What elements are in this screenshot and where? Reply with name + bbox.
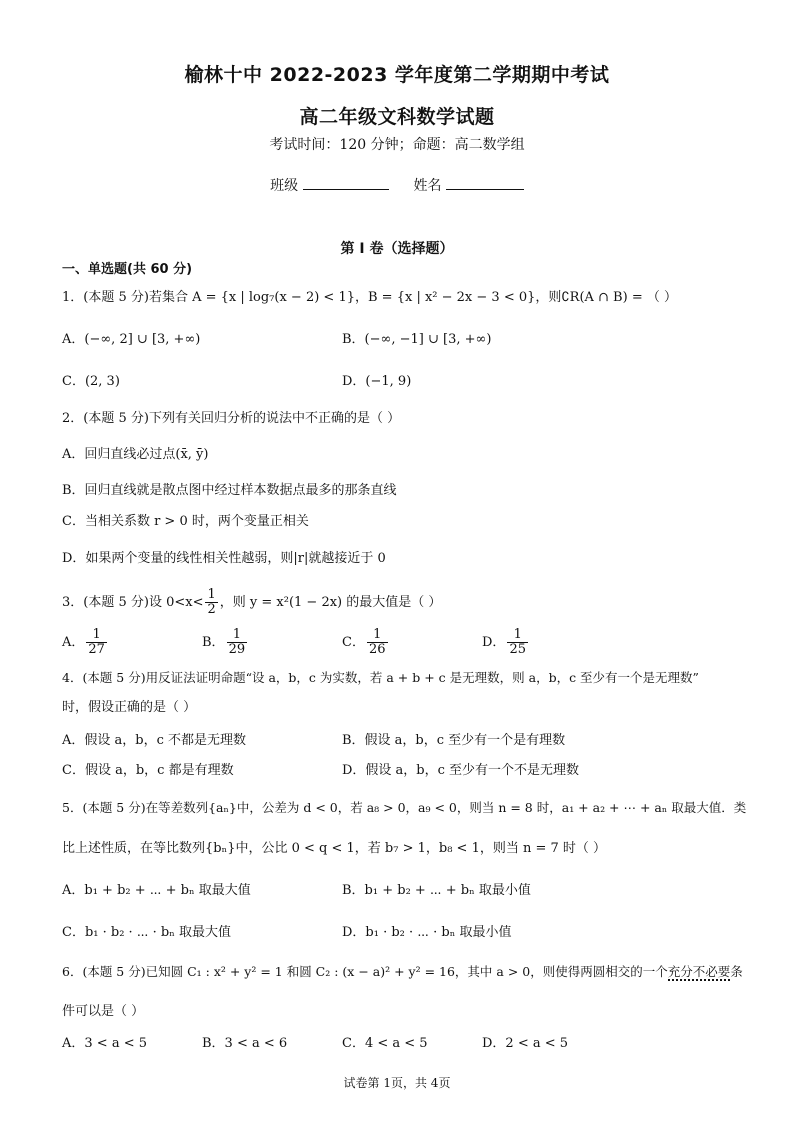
q6-option-c: C．4 < a < 5: [342, 1036, 428, 1051]
q5-option-b: B．b₁ + b₂ + ⋯ + bₙ 取最小值: [342, 883, 531, 898]
q1-option-d: D．(−1, 9): [342, 374, 412, 389]
q2-option-a: A．回归直线必过点(x̄, ȳ): [62, 447, 209, 462]
q3-stem-post: ，则 y = x²(1 − 2x) 的最大值是（ ）: [219, 595, 442, 610]
q3-frac-den: 2: [207, 602, 216, 617]
name-field[interactable]: [446, 175, 524, 190]
q5-stem-line2: 比上述性质，在等比数列{bₙ}中，公比 0 < q < 1，若 b₇ > 1，b₈ < 1，则当 n = 7 时（ ）: [62, 841, 607, 856]
q4-stem-line1: 4．(本题 5 分)用反证法证明命题“设 a，b，c 为实数，若 a + b + c 是无理数，则 a，b，c 至少有一个是无理数”: [62, 670, 699, 685]
q6-option-d: D．2 < a < 5: [482, 1036, 569, 1051]
q3-option-a: [62, 628, 109, 657]
q1-stem: 1．(本题 5 分)若集合 A = {x | log₇(x − 2) < 1}，B = {x | x² − 2x − 3 < 0}，则∁R(A ∩ B) = （ ）: [62, 290, 677, 305]
class-label: 班级: [270, 178, 299, 194]
name-label: 姓名: [413, 178, 442, 194]
q3-b-den: 29: [228, 642, 246, 657]
q1-option-a: A．(−∞, 2] ∪ [3, +∞): [62, 332, 201, 347]
q3-option-b-label: B．: [202, 635, 225, 650]
q3-option-c: [342, 628, 390, 657]
q6-stem-post: 条: [730, 964, 743, 979]
q3-option-a-label: A．: [62, 635, 85, 650]
class-field[interactable]: [303, 175, 389, 190]
q4-option-d: D．假设 a，b，c 至少有一个不是无理数: [342, 763, 580, 778]
q5-option-c: C．b₁ · b₂ · ⋯ · bₙ 取最大值: [62, 925, 231, 940]
q3-a-num: 1: [86, 628, 107, 643]
q3-a-den: 27: [88, 642, 105, 657]
q3-option-a-frac: [86, 628, 107, 657]
q3-option-b: [202, 628, 249, 657]
q3-stem: [62, 588, 441, 617]
q2-option-b: B．回归直线就是散点图中经过样本数据点最多的那条直线: [62, 483, 397, 498]
q3-option-d-label: D．: [482, 635, 506, 650]
volume-title: 第 I 卷（选择题）: [340, 241, 454, 257]
q3-option-b-frac: [227, 628, 248, 657]
q1-option-c: C．(2, 3): [62, 374, 120, 389]
q1-option-b: B．(−∞, −1] ∪ [3, +∞): [342, 332, 492, 347]
q6-option-b: B．3 < a < 6: [202, 1036, 288, 1051]
q3-b-num: 1: [227, 628, 248, 643]
q4-option-b: B．假设 a，b，c 至少有一个是有理数: [342, 733, 566, 748]
exam-subtitle: 高二年级文科数学试题: [299, 106, 495, 128]
q4-stem-line2: 时，假设正确的是（ ）: [62, 700, 197, 715]
q4-option-a: A．假设 a，b，c 不都是无理数: [62, 733, 247, 748]
q2-option-c: C．当相关系数 r > 0 时，两个变量正相关: [62, 514, 309, 529]
q3-c-den: 26: [368, 642, 386, 657]
q5-option-d: D．b₁ · b₂ · ⋯ · bₙ 取最小值: [342, 925, 512, 940]
q3-fraction: [205, 588, 217, 617]
q6-stem-pre: 6．(本题 5 分)已知圆 C₁ : x² + y² = 1 和圆 C₂ : (x − a)² + y² = 16，其中 a > 0，则使得两圆相交的一个: [62, 964, 668, 979]
exam-info: 考试时间：120 分钟；命题：高二数学组: [269, 137, 525, 153]
q3-option-d: [482, 628, 530, 657]
q2-option-d: D．如果两个变量的线性相关性越弱，则|r|就越接近于 0: [62, 551, 386, 566]
exam-title: 榆林十中 2022-2023 学年度第二学期期中考试: [184, 64, 610, 86]
student-info-row: [0, 175, 794, 195]
q3-d-den: 25: [509, 642, 526, 657]
q5-option-a: A．b₁ + b₂ + ⋯ + bₙ 取最大值: [62, 883, 251, 898]
q3-c-num: 1: [367, 628, 388, 643]
q3-d-num: 1: [507, 628, 528, 643]
q6-option-a: A．3 < a < 5: [62, 1036, 147, 1051]
q2-stem: 2．(本题 5 分)下列有关回归分析的说法中不正确的是（ ）: [62, 411, 401, 426]
q6-stem-line2: 件可以是（ ）: [62, 1004, 145, 1019]
q4-option-c: C．假设 a，b，c 都是有理数: [62, 763, 234, 778]
q3-frac-num: 1: [207, 587, 216, 602]
q6-stem-line1: [62, 963, 743, 981]
q5-stem-line1: 5．(本题 5 分)在等差数列{aₙ}中，公差为 d < 0，若 a₈ > 0，a₉ < 0，则当 n = 8 时，a₁ + a₂ + ⋯ + aₙ 取最大值．类: [62, 800, 747, 815]
q3-option-d-frac: [507, 628, 528, 657]
q3-option-c-frac: [367, 628, 388, 657]
section-title: 一、单选题(共 60 分): [62, 262, 193, 277]
q3-stem-pre: 3．(本题 5 分)设 0<x<: [62, 595, 204, 610]
page-footer: 试卷第 1页，共 4页: [343, 1076, 451, 1090]
q3-option-c-label: C．: [342, 635, 365, 650]
q6-stem-emphasis: 充分不必要: [667, 964, 731, 979]
